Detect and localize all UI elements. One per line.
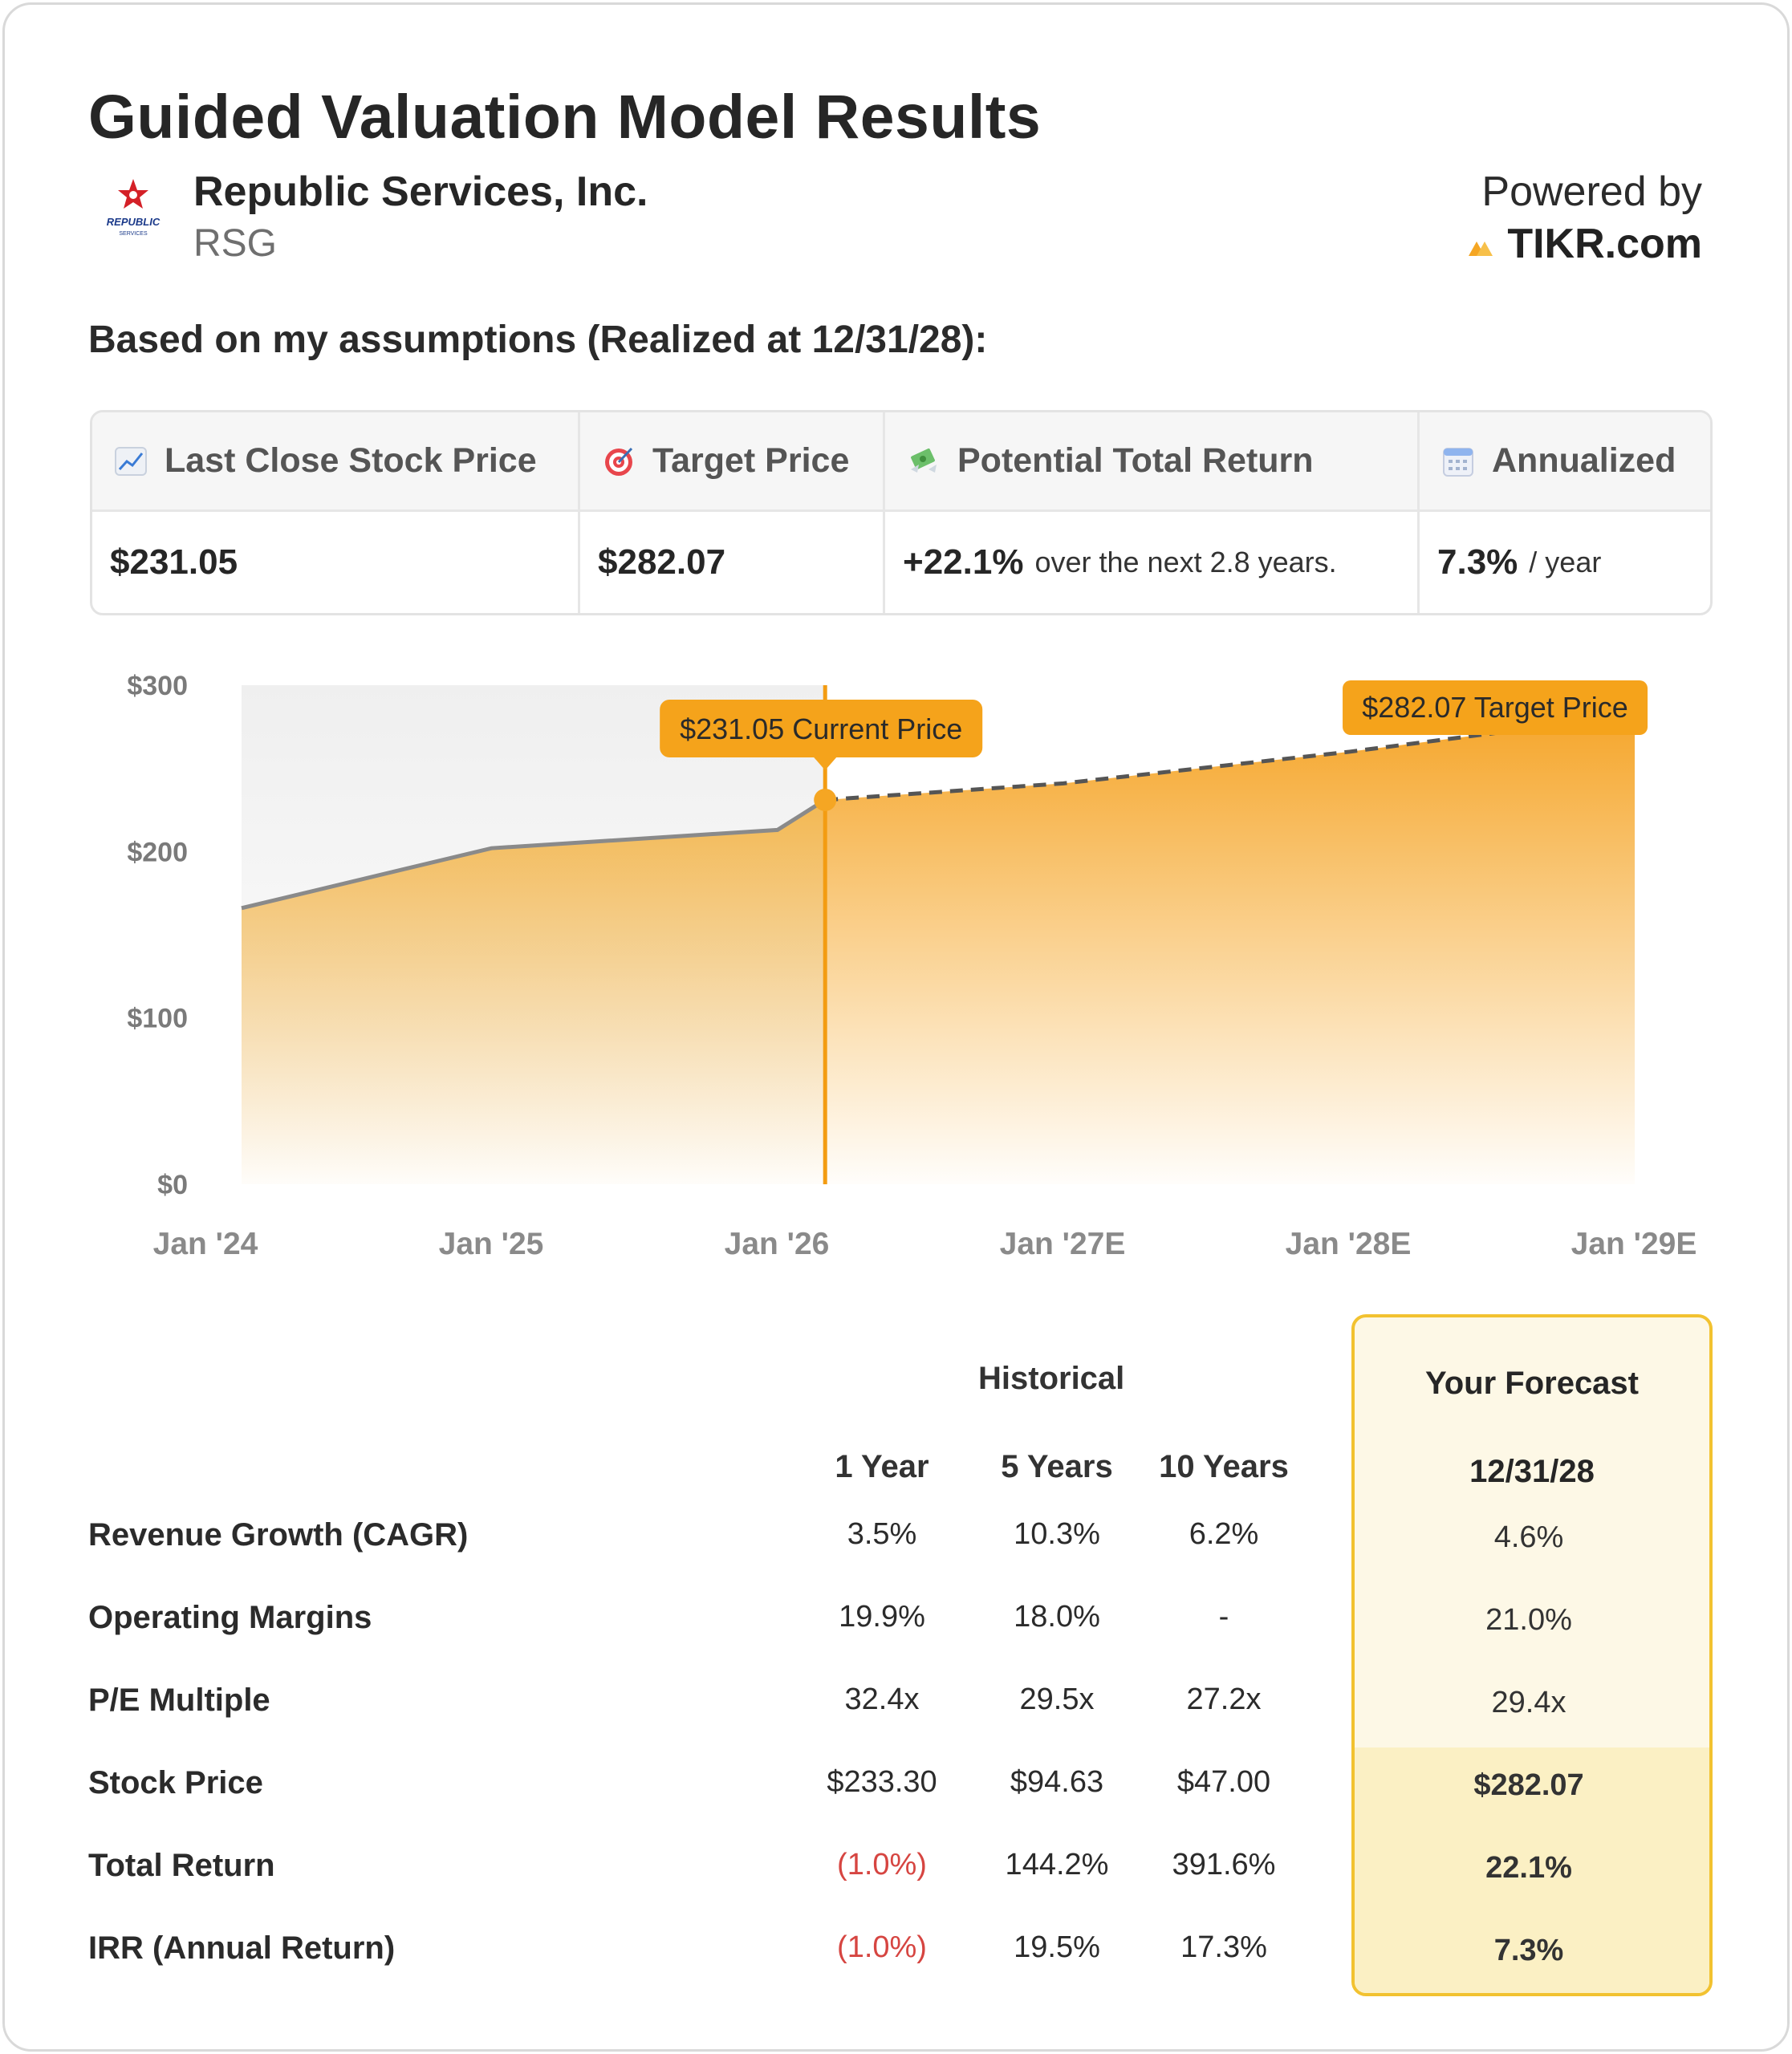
metric-row-label: Revenue Growth (CAGR) bbox=[88, 1517, 469, 1553]
metric-cell-y10: 17.3% bbox=[1180, 1930, 1267, 1964]
x-tick-label: Jan '24 bbox=[152, 1227, 258, 1261]
col-header-5-years: 5 Years bbox=[1001, 1449, 1113, 1484]
last-close-value: $231.05 bbox=[110, 542, 238, 582]
metric-cell-y10: $47.00 bbox=[1176, 1765, 1271, 1799]
metric-cell-y10: 27.2x bbox=[1186, 1683, 1262, 1716]
x-tick-label: Jan '29E bbox=[1571, 1227, 1697, 1261]
page-title: Guided Valuation Model Results bbox=[88, 83, 1042, 152]
metric-cell-y5: 10.3% bbox=[1014, 1517, 1100, 1551]
target-price-label: $282.07 Target Price bbox=[1362, 691, 1628, 724]
calendar-icon bbox=[1442, 445, 1474, 477]
forecast-area bbox=[825, 685, 1635, 1184]
metric-cell-y1: (1.0%) bbox=[837, 1848, 927, 1881]
metric-cell-y10: - bbox=[1218, 1600, 1229, 1634]
brand-link[interactable] bbox=[1469, 220, 1702, 268]
col-header-1-year: 1 Year bbox=[835, 1449, 929, 1484]
results-card bbox=[2, 2, 1790, 2052]
metric-cell-fc: 21.0% bbox=[1485, 1603, 1572, 1637]
metric-row-label: P/E Multiple bbox=[88, 1683, 270, 1718]
svg-text:REPUBLIC: REPUBLIC bbox=[106, 216, 161, 228]
company-name: Republic Services, Inc. bbox=[193, 168, 648, 215]
summary-value-last-close bbox=[92, 512, 578, 613]
metric-cell-y1: (1.0%) bbox=[837, 1930, 927, 1964]
y-tick-label: $0 bbox=[157, 1170, 188, 1200]
tikr-logo-icon bbox=[1469, 232, 1496, 256]
forecast-title: Your Forecast bbox=[1425, 1366, 1639, 1401]
current-price-label: $231.05 Current Price bbox=[680, 712, 963, 745]
y-tick-label: $100 bbox=[127, 1003, 188, 1034]
metric-cell-fc: 4.6% bbox=[1493, 1520, 1564, 1554]
y-tick-label: $200 bbox=[127, 837, 188, 868]
company-logo bbox=[97, 177, 169, 242]
summary-header-target bbox=[580, 412, 883, 512]
historical-title: Historical bbox=[978, 1361, 1125, 1396]
summary-header-total-return bbox=[885, 412, 1417, 512]
metric-row-label: IRR (Annual Return) bbox=[88, 1930, 396, 1966]
x-tick-label: Jan '27E bbox=[999, 1227, 1126, 1261]
metric-row-label: Total Return bbox=[88, 1848, 275, 1883]
target-icon bbox=[603, 445, 635, 477]
summary-header-annualized bbox=[1420, 412, 1710, 512]
chart-increasing-icon bbox=[115, 445, 147, 477]
metric-cell-y5: 19.5% bbox=[1014, 1930, 1100, 1964]
x-tick-label: Jan '26 bbox=[724, 1227, 830, 1261]
annualized-value: 7.3% bbox=[1437, 542, 1518, 582]
y-tick-label: $300 bbox=[127, 671, 188, 701]
metric-cell-y5: 144.2% bbox=[1005, 1848, 1109, 1881]
summary-value-total-return bbox=[885, 512, 1417, 613]
col-header-10-years: 10 Years bbox=[1159, 1449, 1289, 1484]
metric-cell-y1: 3.5% bbox=[847, 1517, 917, 1551]
summary-col-total-return bbox=[885, 412, 1420, 613]
summary-label: Target Price bbox=[652, 441, 850, 480]
current-price-point bbox=[814, 789, 836, 811]
metric-cell-y1: 19.9% bbox=[839, 1600, 925, 1634]
summary-value-annualized bbox=[1420, 512, 1710, 613]
summary-value-target bbox=[580, 512, 883, 613]
price-chart bbox=[5, 647, 1792, 1289]
total-return-suffix: over the next 2.8 years. bbox=[1034, 546, 1337, 578]
summary-label: Potential Total Return bbox=[957, 441, 1314, 480]
metric-cell-fc: $282.07 bbox=[1473, 1768, 1584, 1802]
metric-cell-y5: $94.63 bbox=[1010, 1765, 1104, 1799]
metric-cell-fc: 7.3% bbox=[1493, 1934, 1564, 1967]
ticker-symbol: RSG bbox=[193, 222, 278, 265]
metric-cell-y5: 29.5x bbox=[1019, 1683, 1095, 1716]
target-price-value: $282.07 bbox=[598, 542, 726, 582]
summary-header-last-close bbox=[92, 412, 578, 512]
metric-cell-y10: 391.6% bbox=[1172, 1848, 1276, 1881]
powered-by-label: Powered by bbox=[1481, 168, 1702, 215]
metric-cell-fc: 29.4x bbox=[1491, 1686, 1566, 1719]
metric-cell-y5: 18.0% bbox=[1014, 1600, 1100, 1634]
x-tick-label: Jan '25 bbox=[438, 1227, 544, 1261]
metric-cell-y10: 6.2% bbox=[1189, 1517, 1259, 1551]
summary-table bbox=[90, 410, 1713, 615]
metric-row-label: Operating Margins bbox=[88, 1600, 372, 1635]
brand-name: TIKR.com bbox=[1507, 221, 1702, 267]
forecast-date: 12/31/28 bbox=[1469, 1454, 1595, 1489]
summary-col-annualized bbox=[1420, 412, 1710, 613]
metric-cell-fc: 22.1% bbox=[1485, 1851, 1572, 1885]
svg-text:SERVICES: SERVICES bbox=[119, 231, 148, 237]
assumption-heading: Based on my assumptions (Realized at 12/31/28): bbox=[88, 319, 988, 361]
money-flying-icon bbox=[908, 445, 940, 477]
metric-cell-y1: $233.30 bbox=[827, 1765, 937, 1799]
summary-col-last-close bbox=[92, 412, 580, 613]
forecast-panel bbox=[1351, 1314, 1713, 1996]
summary-label: Last Close Stock Price bbox=[165, 441, 537, 480]
summary-label: Annualized bbox=[1492, 441, 1676, 480]
metric-row-label: Stock Price bbox=[88, 1765, 263, 1800]
annualized-suffix: / year bbox=[1529, 546, 1602, 578]
total-return-value: +22.1% bbox=[903, 542, 1024, 582]
summary-col-target bbox=[580, 412, 885, 613]
x-tick-label: Jan '28E bbox=[1285, 1227, 1412, 1261]
metric-cell-y1: 32.4x bbox=[844, 1683, 920, 1716]
